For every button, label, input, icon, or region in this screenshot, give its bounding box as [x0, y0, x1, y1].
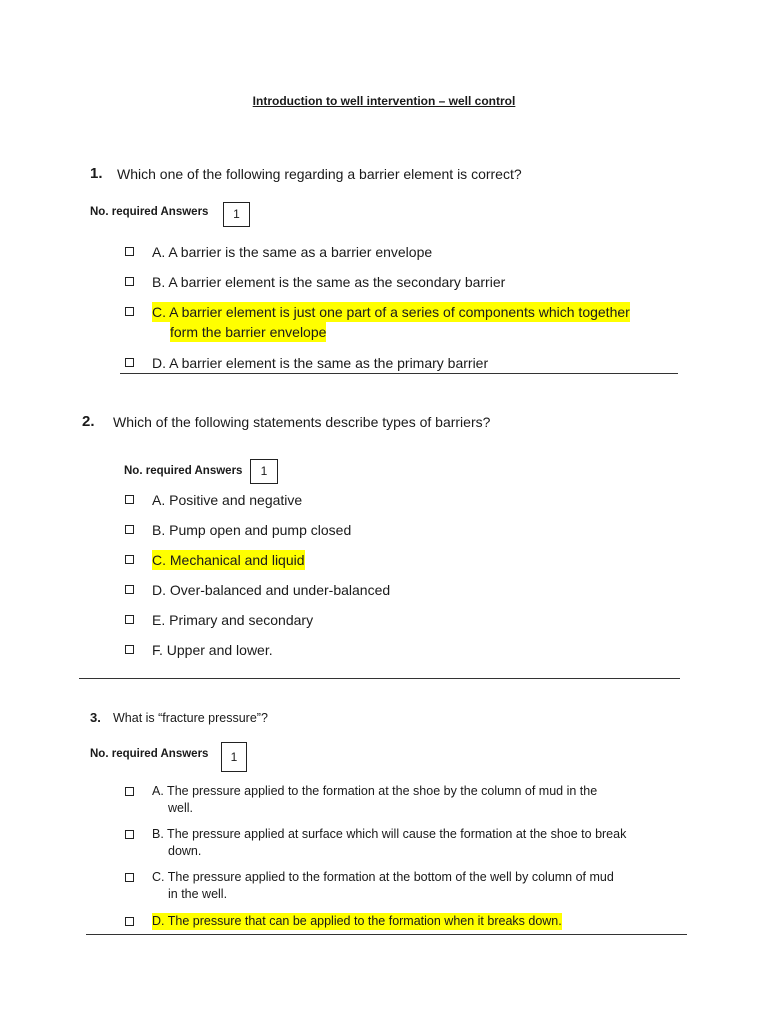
checkbox[interactable] — [125, 615, 134, 624]
option-e: E. Primary and secondary — [152, 612, 314, 628]
checkbox[interactable] — [125, 247, 134, 256]
checkbox[interactable] — [125, 555, 134, 564]
question-number: 2. — [82, 413, 95, 430]
checkbox[interactable] — [125, 830, 134, 839]
option-d: D. A barrier element is the same as the primary barrier — [152, 355, 489, 371]
checkbox[interactable] — [125, 873, 134, 882]
option-a: A. A barrier is the same as a barrier envelope — [152, 244, 433, 260]
required-answers-label: No. required Answers — [124, 465, 243, 477]
question-number: 3. — [90, 710, 101, 725]
question-text: Which one of the following regarding a barrier element is correct? — [117, 166, 522, 182]
checkbox[interactable] — [125, 787, 134, 796]
checkbox[interactable] — [125, 645, 134, 654]
option-b: B. Pump open and pump closed — [152, 522, 352, 538]
checkbox[interactable] — [125, 917, 134, 926]
section-divider — [86, 934, 687, 935]
checkbox[interactable] — [125, 525, 134, 534]
option-c: C. Mechanical and liquid — [152, 552, 305, 568]
required-answers-box: 1 — [223, 202, 250, 227]
document-title: Introduction to well intervention – well control — [252, 94, 516, 108]
section-divider — [79, 678, 680, 679]
option-a-line-2: well. — [168, 801, 194, 815]
option-c-line-1: C. The pressure applied to the formation at the bottom of the well by column of mud — [152, 870, 614, 884]
required-answers-label: No. required Answers — [90, 748, 209, 760]
option-c-line-2: in the well. — [168, 887, 228, 901]
question-text: What is “fracture pressure”? — [113, 711, 268, 725]
required-answers-box: 1 — [250, 459, 278, 484]
section-divider — [120, 373, 678, 374]
checkbox[interactable] — [125, 358, 134, 367]
option-b-line-2: down. — [168, 844, 202, 858]
option-b-line-1: B. The pressure applied at surface which will cause the formation at the shoe to break — [152, 827, 627, 841]
option-a: A. Positive and negative — [152, 492, 303, 508]
question-text: Which of the following statements describe types of barriers? — [113, 414, 491, 430]
checkbox[interactable] — [125, 585, 134, 594]
option-c-line-1: C. A barrier element is just one part of a series of components which together — [152, 304, 630, 320]
required-answers-box: 1 — [221, 742, 247, 772]
required-answers-label: No. required Answers — [90, 206, 209, 218]
option-b: B. A barrier element is the same as the secondary barrier — [152, 274, 506, 290]
option-f: F. Upper and lower. — [152, 642, 273, 658]
option-d: D. Over-balanced and under-balanced — [152, 582, 391, 598]
checkbox[interactable] — [125, 307, 134, 316]
checkbox[interactable] — [125, 495, 134, 504]
option-c-line-2: form the barrier envelope — [170, 324, 327, 340]
checkbox[interactable] — [125, 277, 134, 286]
option-d: D. The pressure that can be applied to the formation when it breaks down. — [152, 914, 562, 928]
question-number: 1. — [90, 165, 103, 182]
option-a-line-1: A. The pressure applied to the formation at the shoe by the column of mud in the — [152, 784, 598, 798]
